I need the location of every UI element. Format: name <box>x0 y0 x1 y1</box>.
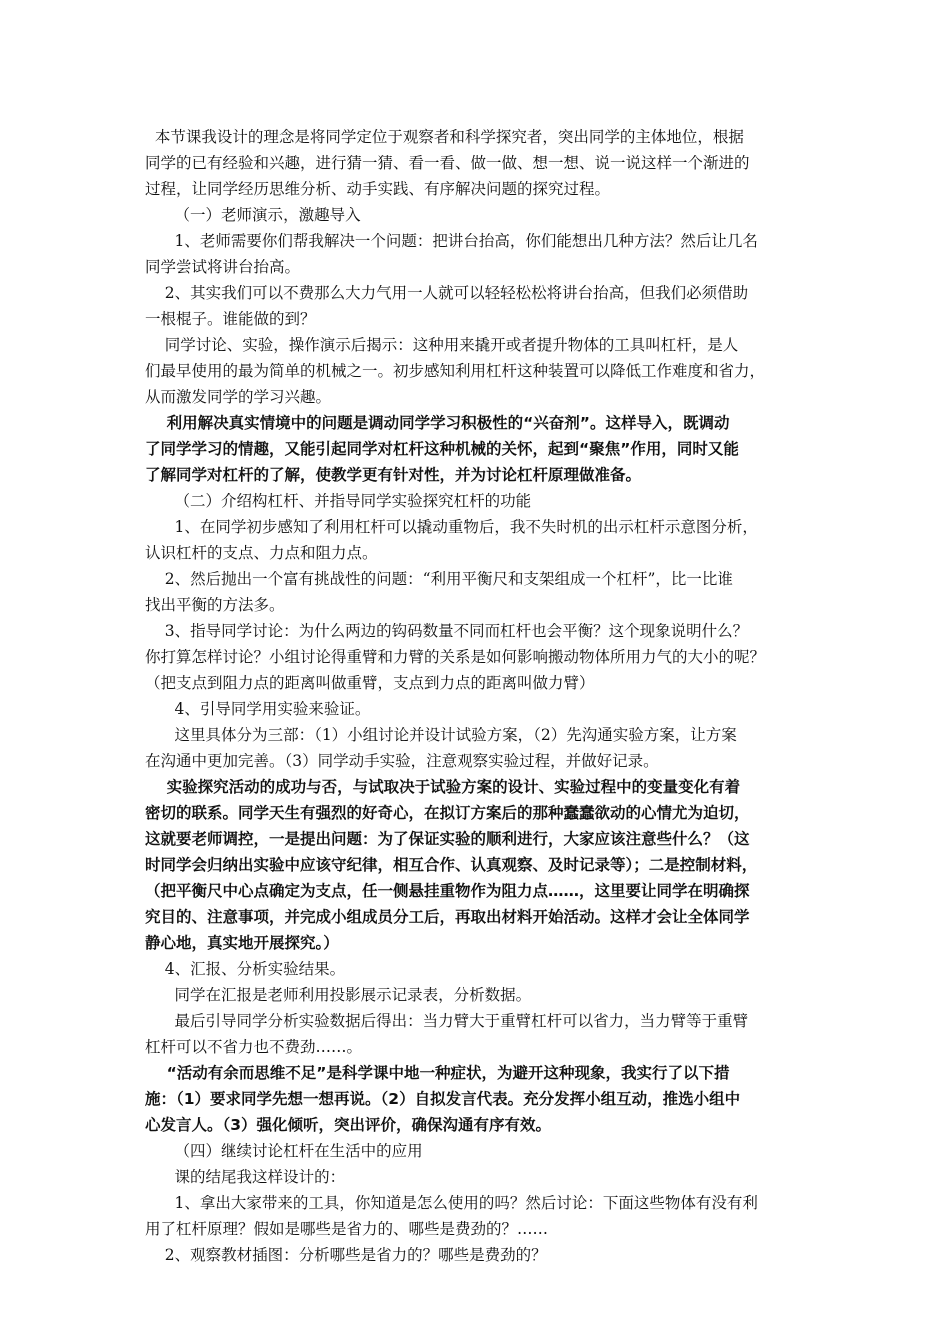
bold-text-line: 施：（1）要求同学先想一想再说。（2）自拟发言代表。充分发挥小组互动，推选小组中 <box>145 1090 741 1108</box>
text-line: 2、其实我们可以不费那么大力气用一人就可以轻轻松松将讲台抬高，但我们必须借助 <box>145 284 749 302</box>
text-line: 1、拿出大家带来的工具，你知道是怎么使用的吗？然后讨论：下面这些物体有没有利 <box>145 1194 758 1212</box>
document-body <box>145 124 810 1268</box>
text-line: 4、引导同学用实验来验证。 <box>145 700 371 718</box>
bold-text-line: 心发言人。（3）强化倾听，突出评价，确保沟通有序有效。 <box>145 1116 552 1134</box>
text-line: （二）介绍构杠杆、并指导同学实验探究杠杆的功能 <box>145 492 532 510</box>
text-line: 杠杆可以不省力也不费劲……。 <box>145 1038 363 1056</box>
text-line: 4、汇报、分析实验结果。 <box>145 960 346 978</box>
text-line: 从而激发同学的学习兴趣。 <box>145 388 332 406</box>
text-line: 最后引导同学分析实验数据后得出：当力臂大于重臂杠杆可以省力，当力臂等于重臂 <box>145 1012 749 1030</box>
bold-text-line: 静心地，真实地开展探究。） <box>145 934 339 952</box>
bold-text-line: 实验探究活动的成功与否，与试取决于试验方案的设计、实验过程中的变量变化有着 <box>145 778 741 796</box>
text-line: （把支点到阻力点的距离叫做重臂，支点到力点的距离叫做力臂） <box>145 674 595 692</box>
text-line: 这里具体分为三部：（1）小组讨论并设计试验方案，（2）先沟通实验方案，让方案 <box>145 726 737 744</box>
text-line: 你打算怎样讨论？小组讨论得重臂和力臂的关系是如何影响搬动物体所用力气的大小的呢？ <box>145 648 766 666</box>
bold-text-line: 了解同学对杠杆的了解，使教学更有针对性，并为讨论杠杆原理做准备。 <box>145 466 642 484</box>
text-line: 同学尝试将讲台抬高。 <box>145 258 301 276</box>
text-line: 2、观察教材插图：分析哪些是省力的？哪些是费劲的？ <box>145 1246 547 1264</box>
text-line: 本节课我设计的理念是将同学定位于观察者和科学探究者，突出同学的主体地位，根据 <box>145 128 744 146</box>
text-line: （一）老师演示，激趣导入 <box>145 206 361 224</box>
bold-text-line: 利用解决真实情境中的问题是调动同学学习积极性的“兴奋剂”。这样导入，既调动 <box>145 414 730 432</box>
text-line: 同学的已有经验和兴趣，进行猜一猜、看一看、做一做、想一想、说一说这样一个渐进的 <box>145 154 750 172</box>
text-line: （四）继续讨论杠杆在生活中的应用 <box>145 1142 423 1160</box>
text-line: 3、指导同学讨论：为什么两边的钩码数量不同而杠杆也会平衡？这个现象说明什么？ <box>145 622 749 640</box>
bold-text-line: 时同学会归纳出实验中应该守纪律，相互合作、认真观察、及时记录等）；二是控制材料， <box>145 856 758 874</box>
text-line: 同学在汇报是老师利用投影展示记录表，分析数据。 <box>145 986 532 1004</box>
text-line: 用了杠杆原理？假如是哪些是省力的、哪些是费劲的？…… <box>145 1220 549 1238</box>
bold-text-line: 密切的联系。同学天生有强烈的好奇心，在拟订方案后的那种蠢蠢欲动的心情尤为迫切， <box>145 804 750 822</box>
text-line: 一根棍子。谁能做的到？ <box>145 310 316 328</box>
text-line: 1、在同学初步感知了利用杠杆可以撬动重物后，我不失时机的出示杠杆示意图分析， <box>145 518 758 536</box>
text-line: 课的结尾我这样设计的： <box>145 1168 346 1186</box>
bold-text-line: 究目的、注意事项，并完成小组成员分工后，再取出材料开始活动。这样才会让全体同学 <box>145 908 750 926</box>
text-line: 找出平衡的方法多。 <box>145 596 285 614</box>
bold-text-line: 了同学学习的情趣，又能引起同学对杠杆这种机械的关怀，起到“聚焦”作用，同时又能 <box>145 440 739 458</box>
text-line: 认识杠杆的支点、力点和阻力点。 <box>145 544 378 562</box>
text-line: 在沟通中更加完善。（3）同学动手实验，注意观察实验过程，并做好记录。 <box>145 752 659 770</box>
text-line: 1、老师需要你们帮我解决一个问题：把讲台抬高，你们能想出几种方法？然后让几名 <box>145 232 758 250</box>
text-line: 2、然后抛出一个富有挑战性的问题：“利用平衡尺和支架组成一个杠杆”，比一比谁 <box>145 570 733 588</box>
bold-text-line: “活动有余而思维不足”是科学课中地一种症状，为避开这种现象，我实行了以下措 <box>145 1064 730 1082</box>
text-line: 过程，让同学经历思维分析、动手实践、有序解决问题的探究过程。 <box>145 180 611 198</box>
text-line: 同学讨论、实验，操作演示后揭示：这种用来撬开或者提升物体的工具叫杠杆，是人 <box>145 336 739 354</box>
bold-text-line: 这就要老师调控，一是提出问题：为了保证实验的顺利进行，大家应该注意些什么？（这 <box>145 830 750 848</box>
text-line: 们最早使用的最为简单的机械之一。初步感知利用杠杆这种装置可以降低工作难度和省力， <box>145 362 766 380</box>
bold-text-line: （把平衡尺中心点确定为支点，任一侧悬挂重物作为阻力点……，这里要让同学在明确探 <box>145 882 750 900</box>
